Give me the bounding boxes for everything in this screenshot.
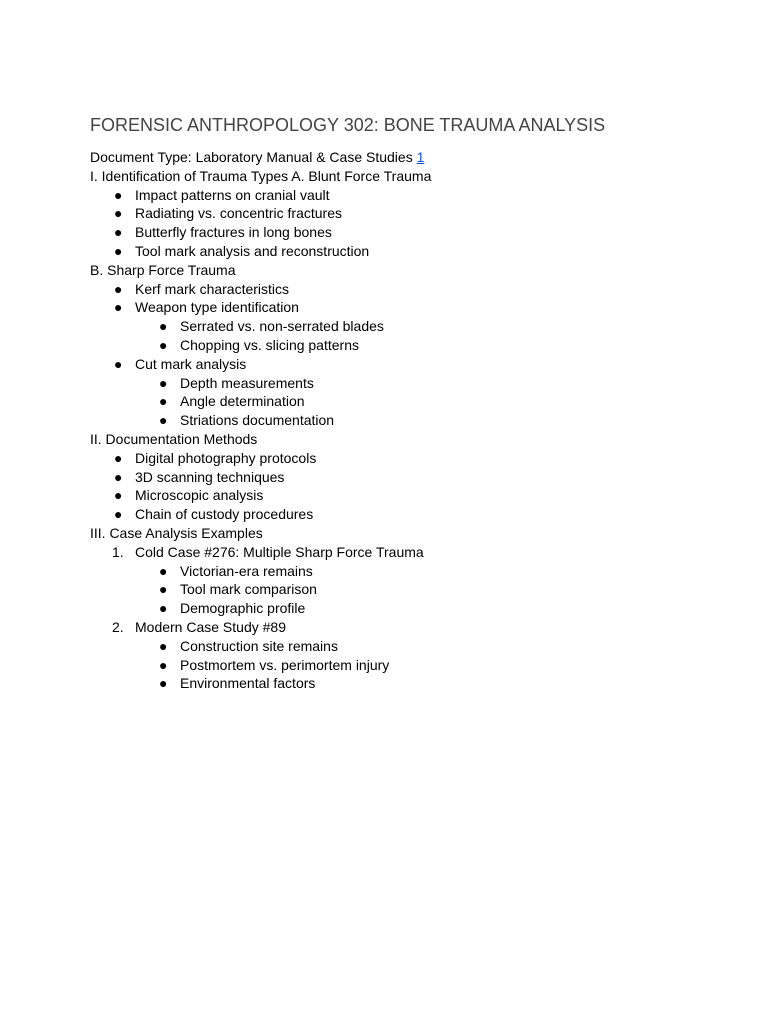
footnote-link[interactable]: 1 (416, 149, 425, 165)
list-item-text: Microscopic analysis (135, 487, 264, 504)
bullet-icon: ● (159, 393, 168, 410)
list-subitem (90, 637, 730, 656)
document-title: FORENSIC ANTHROPOLOGY 302: BONE TRAUMA ANALYSIS (90, 115, 606, 135)
list-item-text: Cut mark analysis (135, 355, 247, 372)
list-item-text: Chain of custody procedures (135, 506, 314, 523)
list-item-text: Impact patterns on cranial vault (135, 186, 330, 203)
list-item (90, 505, 730, 524)
list-item (90, 355, 730, 374)
sharp-force-list (90, 280, 730, 430)
list-item-text: Tool mark comparison (180, 581, 317, 598)
list-item-text: Modern Case Study #89 (135, 618, 286, 635)
document-page (90, 114, 730, 693)
numbered-item (90, 543, 730, 562)
list-item (90, 186, 730, 205)
list-item-text: Environmental factors (180, 675, 316, 692)
list-item-text: Striations documentation (180, 412, 335, 429)
list-item-text: Chopping vs. slicing patterns (180, 336, 359, 353)
bullet-icon: ● (114, 299, 123, 316)
bullet-icon: ● (159, 656, 168, 673)
section-heading-case-analysis: III. Case Analysis Examples (90, 524, 263, 541)
list-item-text: Butterfly fractures in long bones (135, 224, 332, 241)
bullet-icon: ● (114, 487, 123, 504)
case-examples-list (90, 543, 730, 693)
list-subitem (90, 674, 730, 693)
list-subitem (90, 580, 730, 599)
bullet-icon: ● (159, 637, 168, 654)
bullet-icon: ● (114, 224, 123, 241)
list-item (90, 486, 730, 505)
list-subitem (90, 562, 730, 581)
list-item-text: 3D scanning techniques (135, 468, 285, 485)
list-item-text: Depth measurements (180, 374, 314, 391)
subsection-heading-sharp-force: B. Sharp Force Trauma (90, 261, 236, 278)
bullet-icon: ● (159, 336, 168, 353)
list-item (90, 298, 730, 317)
bullet-icon: ● (114, 355, 123, 372)
bullet-icon: ● (114, 242, 123, 259)
list-item-text: Digital photography protocols (135, 449, 317, 466)
list-item-text: Postmortem vs. perimortem injury (180, 656, 390, 673)
list-item-text: Serrated vs. non-serrated blades (180, 318, 384, 335)
bullet-icon: ● (159, 675, 168, 692)
list-item-text: Angle determination (180, 393, 305, 410)
section-heading-documentation: II. Documentation Methods (90, 430, 258, 447)
bullet-icon: ● (159, 562, 168, 579)
bullet-icon: ● (114, 186, 123, 203)
list-subitem (90, 599, 730, 618)
list-item-text: Demographic profile (180, 600, 306, 617)
bullet-icon: ● (159, 600, 168, 617)
blunt-force-list (90, 186, 730, 261)
list-item-text: Kerf mark characteristics (135, 280, 290, 297)
bullet-icon: ● (159, 581, 168, 598)
list-item (90, 204, 730, 223)
section-heading-trauma-types: I. Identification of Trauma Types A. Blunt Force Trauma (90, 167, 432, 184)
list-item-text: Construction site remains (180, 637, 338, 654)
document-type-label: Document Type: Laboratory Manual & Case Studies (90, 149, 417, 165)
list-item (90, 280, 730, 299)
bullet-icon: ● (114, 468, 123, 485)
list-number: 2. (112, 618, 124, 635)
bullet-icon: ● (114, 280, 123, 297)
list-item-text: Victorian-era remains (180, 562, 313, 579)
list-item-text: Radiating vs. concentric fractures (135, 205, 342, 222)
bullet-icon: ● (114, 205, 123, 222)
bullet-icon: ● (114, 449, 123, 466)
list-subitem (90, 656, 730, 675)
list-item (90, 223, 730, 242)
list-item-text: Cold Case #276: Multiple Sharp Force Trauma (135, 543, 424, 560)
numbered-item (90, 618, 730, 637)
list-item (90, 242, 730, 261)
list-subitem (90, 392, 730, 411)
bullet-icon: ● (114, 506, 123, 523)
list-item-text: Weapon type identification (135, 299, 299, 316)
bullet-icon: ● (159, 374, 168, 391)
list-subitem (90, 336, 730, 355)
list-number: 1. (112, 543, 124, 560)
bullet-icon: ● (159, 318, 168, 335)
list-subitem (90, 411, 730, 430)
list-subitem (90, 374, 730, 393)
list-item-text: Tool mark analysis and reconstruction (135, 242, 370, 259)
documentation-methods-list (90, 449, 730, 524)
document-type-line (90, 148, 730, 167)
bullet-icon: ● (159, 412, 168, 429)
list-subitem (90, 317, 730, 336)
list-item (90, 449, 730, 468)
list-item (90, 468, 730, 487)
